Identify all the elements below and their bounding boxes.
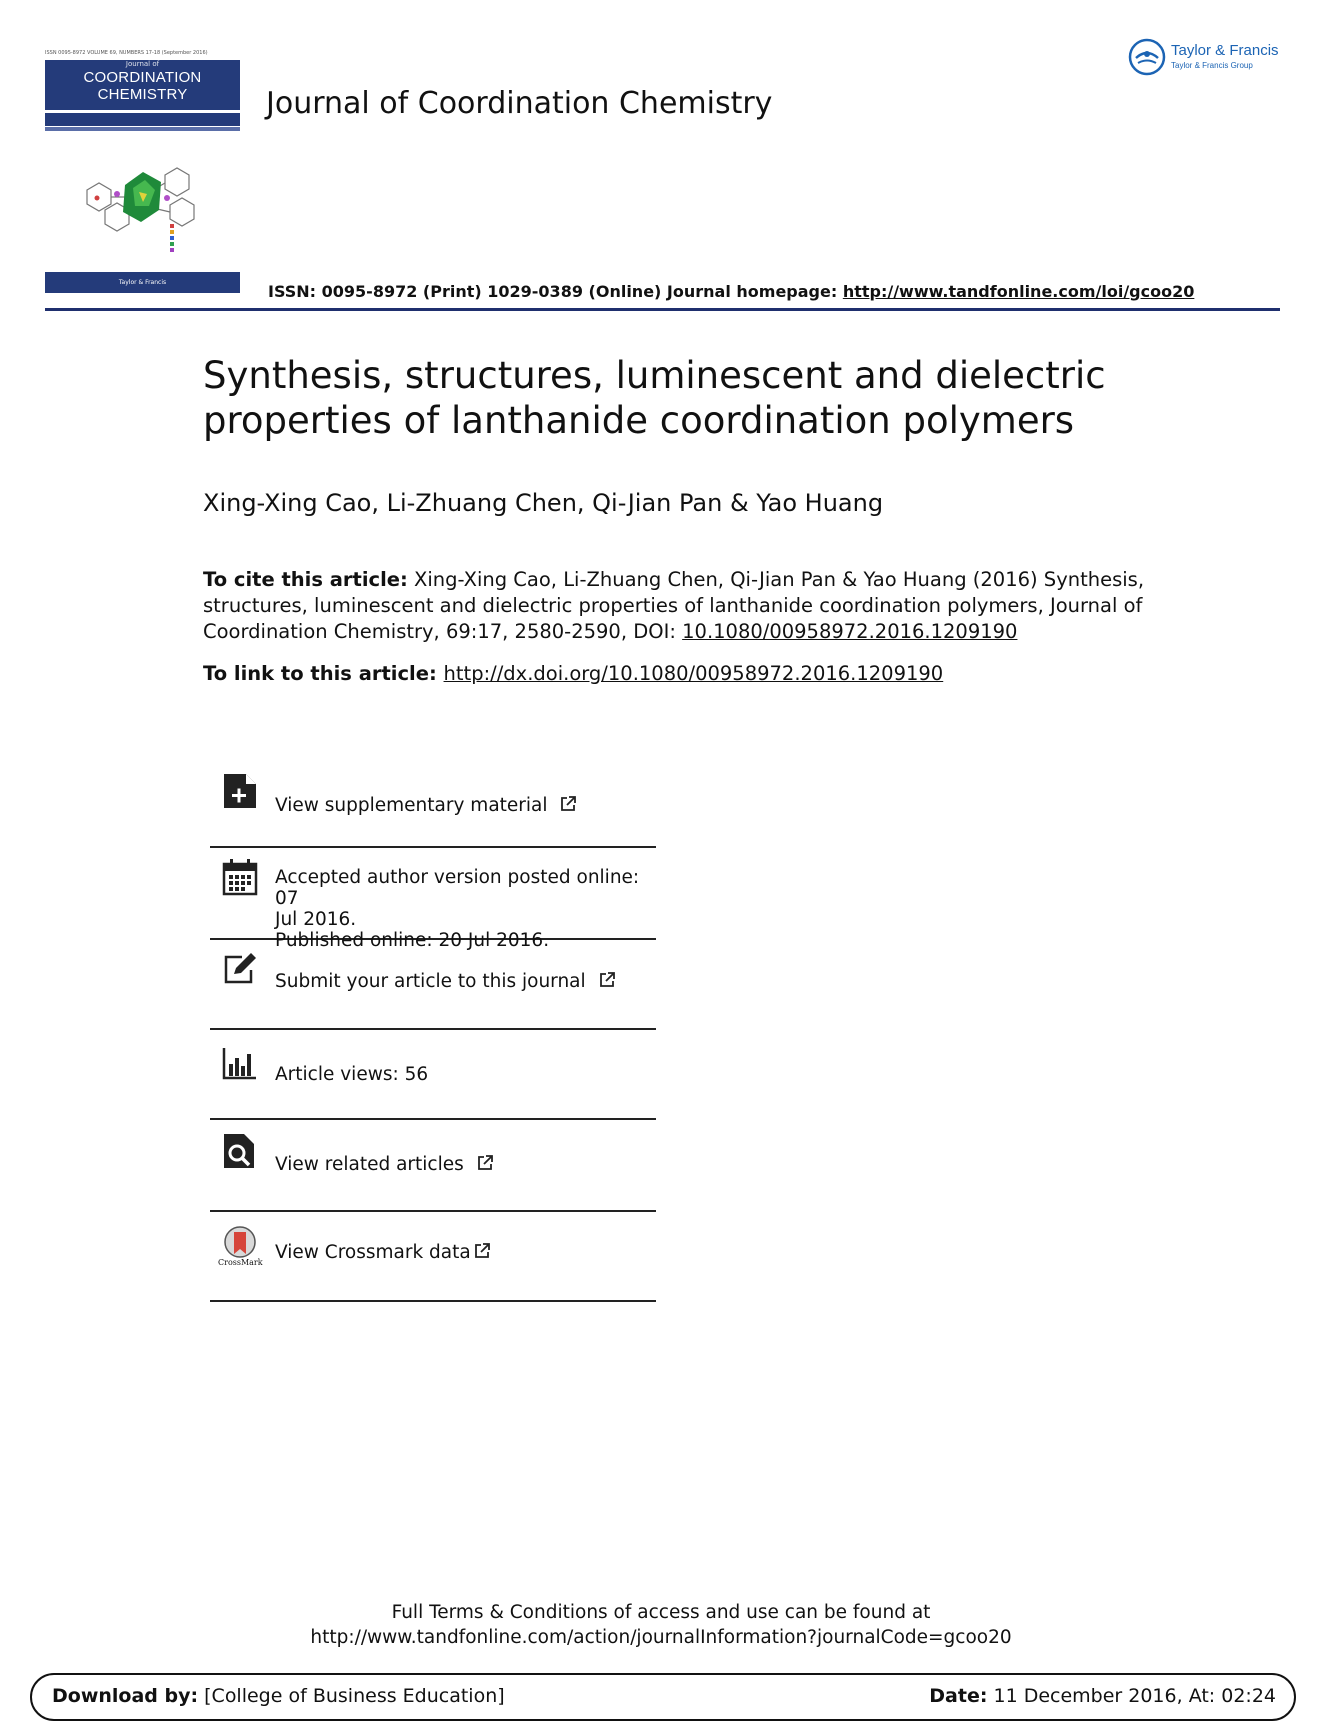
crossmark-logo bbox=[218, 1226, 263, 1267]
header-divider bbox=[45, 308, 1280, 311]
cover-label-line2: CHEMISTRY bbox=[97, 86, 188, 103]
published-date: Published online: 20 Jul 2016. bbox=[275, 930, 550, 951]
supplementary-label: View supplementary material bbox=[275, 795, 548, 816]
row-submit-article[interactable] bbox=[210, 940, 656, 1030]
supplementary-link[interactable] bbox=[275, 795, 577, 816]
article-views: Article views: 56 bbox=[275, 1064, 429, 1085]
article-title-line1: Synthesis, structures, luminescent and dielectric bbox=[203, 354, 1106, 397]
publisher-name: Taylor & Francis bbox=[1171, 42, 1279, 59]
molecule-illustration bbox=[75, 150, 205, 260]
accepted-date-line2: Jul 2016. bbox=[275, 909, 357, 930]
row-article-views[interactable] bbox=[210, 1030, 656, 1120]
crossmark-icon bbox=[222, 1226, 258, 1258]
external-link-icon bbox=[473, 1242, 491, 1260]
external-link-icon bbox=[559, 795, 577, 813]
article-actions bbox=[210, 762, 656, 1302]
cite-doi-link[interactable]: 10.1080/00958972.2016.1209190 bbox=[682, 620, 1018, 643]
crossmark-logo-text: CrossMark bbox=[218, 1258, 263, 1267]
cover-title-band bbox=[45, 60, 240, 110]
row-crossmark[interactable] bbox=[210, 1212, 656, 1302]
link-label: To link to this article: bbox=[203, 662, 444, 685]
related-articles-label: View related articles bbox=[275, 1154, 464, 1175]
cover-divider bbox=[45, 127, 240, 131]
external-link-icon bbox=[598, 971, 616, 989]
accepted-date-line1: Accepted author version posted online: 07 bbox=[275, 867, 640, 909]
publisher-group: Taylor & Francis Group bbox=[1171, 61, 1253, 70]
related-articles-link[interactable] bbox=[275, 1154, 494, 1175]
article-doi-link[interactable]: http://dx.doi.org/10.1080/00958972.2016.1209190 bbox=[443, 662, 944, 685]
terms-line1: Full Terms & Conditions of access and use can be found at bbox=[391, 1602, 931, 1623]
submit-article-link[interactable] bbox=[275, 971, 616, 992]
crossmark-link[interactable] bbox=[275, 1242, 491, 1263]
cover-editor-strip bbox=[45, 113, 240, 126]
edit-icon bbox=[222, 950, 258, 988]
date-label: Date: bbox=[929, 1685, 988, 1707]
supplementary-file-icon bbox=[222, 772, 258, 810]
submit-article-label: Submit your article to this journal bbox=[275, 971, 586, 992]
publication-dates bbox=[275, 867, 656, 951]
calendar-icon bbox=[222, 858, 258, 896]
terms-url[interactable]: http://www.tandfonline.com/action/journalInformation?journalCode=gcoo20 bbox=[310, 1627, 1012, 1648]
cite-text: Xing-Xing Cao, Li-Zhuang Chen, Qi-Jian Pan & Yao Huang (2016) Synthesis, structures, luminescent and dielectric properties of lanthanide coordination polymers, Journal of Coordination Chemistry, 69:17, 2580-2590, DOI: bbox=[203, 568, 1145, 643]
citation-block bbox=[203, 567, 1153, 645]
cover-label-small: Journal of bbox=[125, 60, 160, 68]
row-related-articles[interactable] bbox=[210, 1120, 656, 1212]
taylor-francis-logo[interactable] bbox=[1128, 38, 1288, 78]
download-date bbox=[929, 1685, 1276, 1707]
download-value: [College of Business Education] bbox=[198, 1685, 505, 1707]
article-link-line bbox=[203, 662, 943, 685]
journal-cover[interactable] bbox=[45, 50, 240, 293]
cover-label-line1: COORDINATION bbox=[83, 69, 202, 86]
download-by bbox=[52, 1685, 505, 1707]
issn-text: ISSN: 0095-8972 (Print) 1029-0389 (Online) Journal homepage: bbox=[268, 282, 843, 301]
external-link-icon bbox=[476, 1154, 494, 1172]
bar-chart-icon bbox=[222, 1044, 258, 1082]
article-title-line2: properties of lanthanide coordination polymers bbox=[203, 399, 1075, 442]
journal-title[interactable]: Journal of Coordination Chemistry bbox=[266, 86, 773, 121]
issn-line bbox=[268, 282, 1194, 301]
article-title bbox=[203, 353, 1203, 443]
article-authors: Xing-Xing Cao, Li-Zhuang Chen, Qi-Jian Pan & Yao Huang bbox=[203, 489, 884, 517]
date-value: 11 December 2016, At: 02:24 bbox=[987, 1685, 1276, 1707]
crossmark-label: View Crossmark data bbox=[275, 1242, 471, 1263]
cover-top-line: ISSN 0095-8972 VOLUME 69, NUMBERS 17-18 (September 2016) bbox=[45, 50, 240, 58]
download-label: Download by: bbox=[52, 1685, 199, 1707]
search-document-icon bbox=[222, 1132, 258, 1170]
row-supplementary[interactable] bbox=[210, 762, 656, 848]
terms-conditions bbox=[0, 1600, 1322, 1650]
cite-label: To cite this article: bbox=[203, 568, 408, 591]
row-publication-dates bbox=[210, 848, 656, 951]
taylor-francis-emblem-icon bbox=[1128, 38, 1166, 76]
download-info-bar bbox=[30, 1673, 1296, 1721]
cover-publisher-band: Taylor & Francis bbox=[45, 272, 240, 293]
journal-homepage-link[interactable]: http://www.tandfonline.com/loi/gcoo20 bbox=[842, 282, 1195, 301]
